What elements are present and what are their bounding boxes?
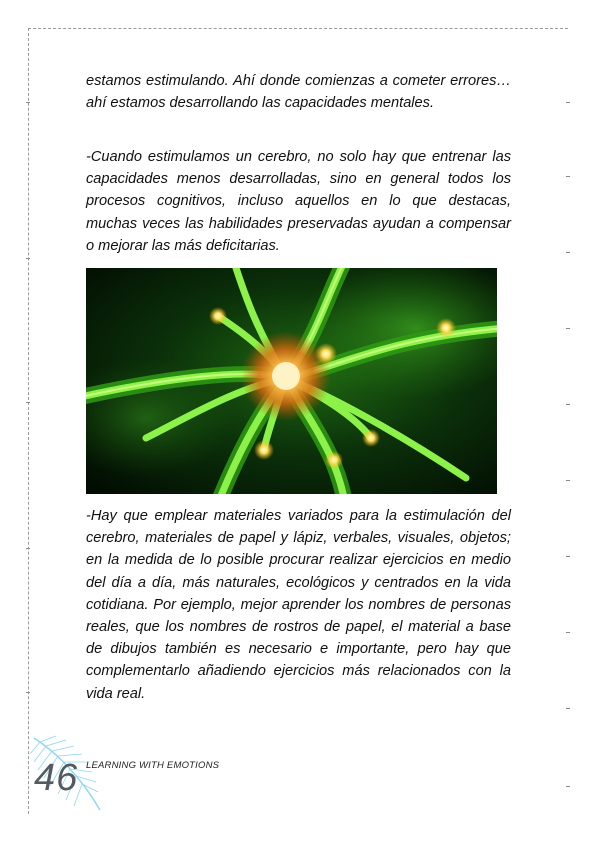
margin-tick (566, 102, 570, 103)
margin-tick (566, 480, 570, 481)
margin-tick (26, 258, 30, 259)
margin-tick (26, 692, 30, 693)
paragraph-cognitive-processes: -Cuando estimulamos un cerebro, no solo hay que entrenar las capacidades menos desarrolladas, sino en general todos los procesos cognitivos, incluso aquellos en lo que destacas, muchas veces las habilidades preservadas ayudan a compensar o mejorar las más deficitarias. (86, 149, 511, 254)
margin-tick (26, 402, 30, 403)
paragraph-materials: -Hay que emplear materiales variados para la estimulación del cerebro, materiales de papel y lápiz, verbales, visuales, objetos; en la medida de lo posible procurar realizar ejercicios en medio del día a día, más naturales, ecológicos y centrados en la vida cotidiana. Por ejemplo, mejor aprender los nombres de personas reales, que los nombres de rostros de papel, el material a base de dibujos también es necesario e importante, pero hay que complementarlo añadiendo ejercicios más relacionados con la vida real. (86, 508, 511, 702)
margin-tick (566, 556, 570, 557)
paragraph-intro: estamos estimulando. Ahí donde comienzas a cometer errores…ahí estamos desarrollando las capacidades mentales. (86, 73, 511, 112)
page-number: 46 (34, 757, 79, 799)
footer-title: LEARNING WITH EMOTIONS (86, 760, 220, 771)
margin-tick (566, 632, 570, 633)
margin-tick (566, 708, 570, 709)
margin-tick (566, 176, 570, 177)
margin-tick (26, 102, 30, 103)
margin-tick (566, 328, 570, 329)
margin-tick (26, 548, 30, 549)
margin-tick (566, 252, 570, 253)
margin-tick (566, 404, 570, 405)
margin-tick (566, 786, 570, 787)
neuron-image (86, 268, 497, 494)
